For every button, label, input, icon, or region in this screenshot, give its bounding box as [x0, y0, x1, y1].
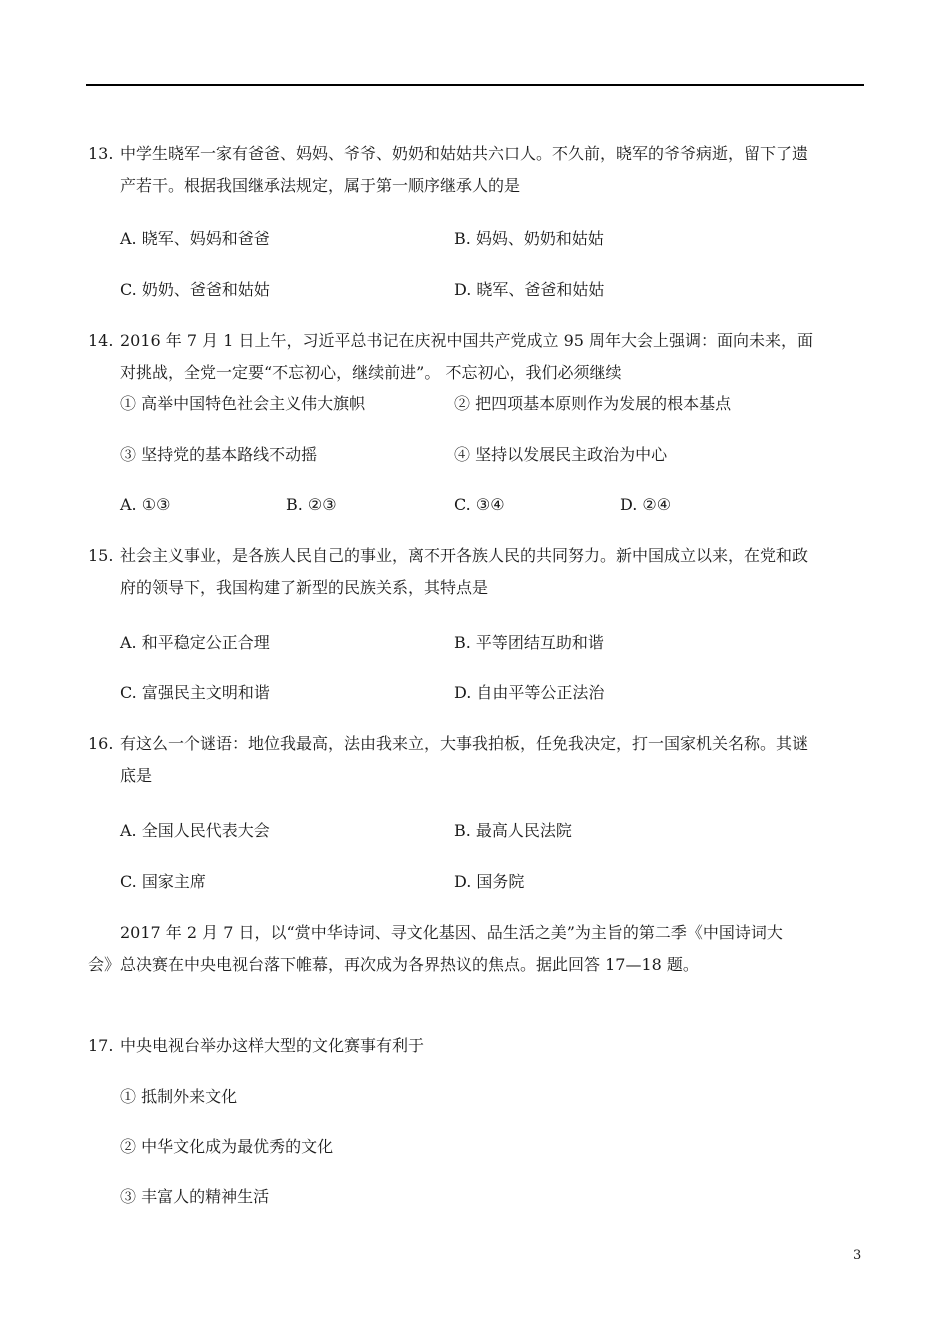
passage-line: 2017 年 2 月 7 日，以“赏中华诗词、寻文化基因、品生活之美”为主旨的第二季《中国诗词大 — [120, 923, 783, 942]
question-stem-line: 中央电视台举办这样大型的文化赛事有利于 — [120, 1036, 425, 1055]
question-stem-line: 府的领导下，我国构建了新型的民族关系，其特点是 — [120, 578, 489, 597]
option-d: D. 晓军、爸爸和姑姑 — [454, 280, 605, 299]
statement-item: ③ 坚持党的基本路线不动摇 — [120, 445, 318, 464]
question-number: 17. — [88, 1036, 114, 1055]
question-stem-line: 有这么一个谜语：地位我最高，法由我来立，大事我拍板，任免我决定，打一国家机关名称。其谜 — [120, 734, 809, 753]
option-d: D. ②④ — [620, 495, 672, 514]
statement-item: ④ 坚持以发展民主政治为中心 — [454, 445, 668, 464]
option-c: C. 国家主席 — [120, 872, 206, 891]
option-a: A. 和平稳定公正合理 — [120, 633, 270, 652]
question-stem-line: 2016 年 7 月 1 日上午，习近平总书记在庆祝中国共产党成立 95 周年大会上强调：面向未来，面 — [120, 331, 814, 350]
question-number: 16. — [88, 734, 114, 753]
question-number: 14. — [88, 331, 114, 350]
question-number: 15. — [88, 546, 114, 565]
header-rule — [86, 84, 864, 86]
statement-item: ③ 丰富人的精神生活 — [120, 1187, 270, 1206]
option-b: B. 妈妈、奶奶和姑姑 — [454, 229, 604, 248]
option-a: A. ①③ — [120, 495, 171, 514]
option-a: A. 全国人民代表大会 — [120, 821, 270, 840]
option-d: D. 自由平等公正法治 — [454, 683, 605, 702]
statement-item: ② 中华文化成为最优秀的文化 — [120, 1137, 334, 1156]
statement-item: ① 抵制外来文化 — [120, 1087, 238, 1106]
option-c: C. 富强民主文明和谐 — [120, 683, 270, 702]
option-b: B. 最高人民法院 — [454, 821, 572, 840]
option-a: A. 晓军、妈妈和爸爸 — [120, 229, 270, 248]
statement-item: ① 高举中国特色社会主义伟大旗帜 — [120, 394, 366, 413]
statement-item: ② 把四项基本原则作为发展的根本基点 — [454, 394, 732, 413]
question-stem-line: 社会主义事业，是各族人民自己的事业，离不开各族人民的共同努力。新中国成立以来，在党和政 — [120, 546, 809, 565]
passage-line: 会》总决赛在中央电视台落下帷幕，再次成为各界热议的焦点。据此回答 17—18 题。 — [88, 955, 699, 974]
option-c: C. ③④ — [454, 495, 505, 514]
option-c: C. 奶奶、爸爸和姑姑 — [120, 280, 270, 299]
question-stem-line: 中学生晓军一家有爸爸、妈妈、爷爷、奶奶和姑姑共六口人。不久前，晓军的爷爷病逝，留下了遗 — [120, 144, 809, 163]
page-number: 3 — [853, 1248, 862, 1263]
question-stem-line: 底是 — [120, 766, 153, 785]
question-number: 13. — [88, 144, 114, 163]
question-stem-line: 产若干。根据我国继承法规定，属于第一顺序继承人的是 — [120, 176, 521, 195]
option-d: D. 国务院 — [454, 872, 525, 891]
option-b: B. ②③ — [286, 495, 337, 514]
question-stem-line: 对挑战，全党一定要“不忘初心，继续前进”。 不忘初心，我们必须继续 — [120, 363, 622, 382]
option-b: B. 平等团结互助和谐 — [454, 633, 604, 652]
